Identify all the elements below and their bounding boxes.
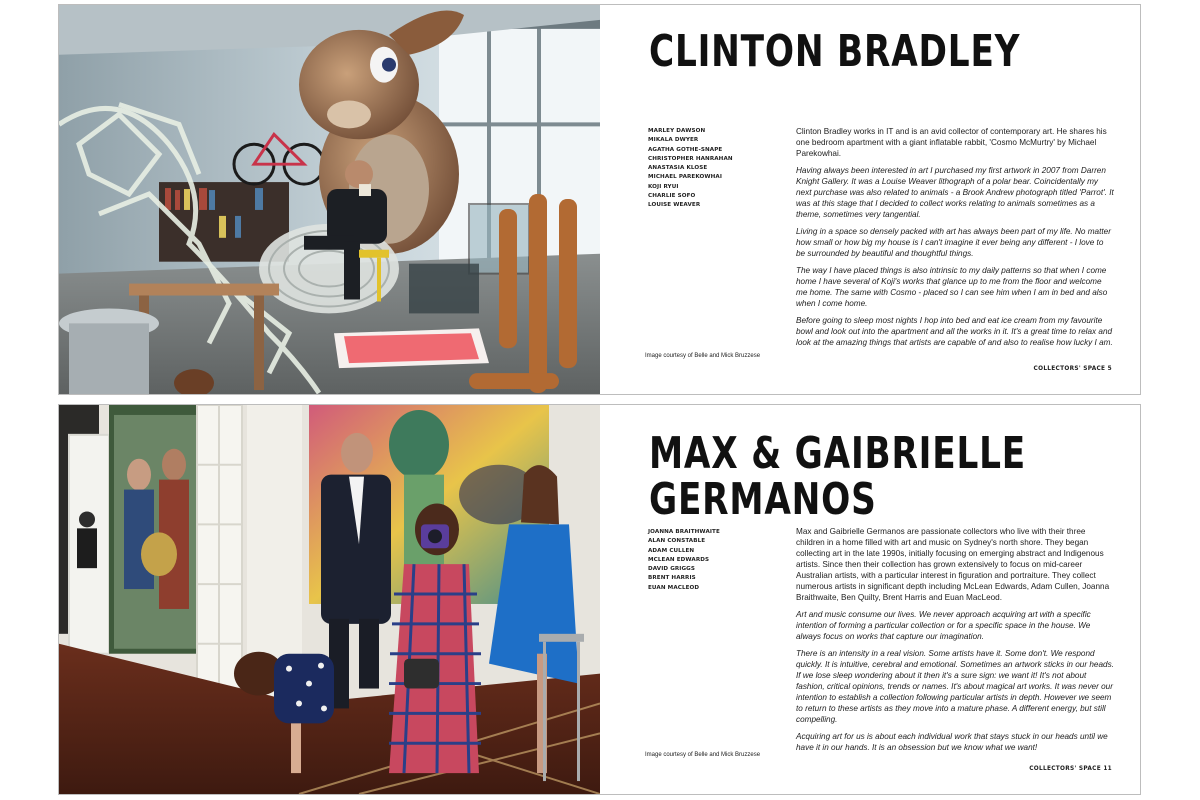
list-item: ALAN CONSTABLE	[648, 538, 706, 545]
folio-label: COLLECTORS' SPACE	[1029, 766, 1101, 772]
intro-paragraph: Clinton Bradley works in IT and is an avid collector of contemporary art. He shares his one bedroom apartment with a giant inflatable rabbit, 'Cosmo McMurtry' by Michael Parekowhai.	[796, 127, 1107, 158]
page-folio	[1034, 366, 1112, 372]
quote-paragraph: Living in a space so densely packed with art has always been part of my life. No matter how small or how big my house is I can't imagine it ever being any different - I love to be surrounded by beautiful and thoughtful things.	[796, 227, 1111, 258]
list-item: MCLEAN EDWARDS	[648, 556, 710, 563]
list-item: ANASTASIA KLOSE	[648, 165, 708, 172]
list-item: AGATHA GOTHE-SNAPE	[648, 146, 723, 153]
list-item: MARLEY DAWSON	[648, 128, 706, 134]
page-title	[649, 428, 1026, 525]
image-credit: Image courtesy of Belle and Mick Bruzzese	[645, 353, 761, 359]
intro-paragraph: Max and Gaibrielle Germanos are passionate collectors who live with their three children in a home filled with art and music on Sydney's north shore. They began collecting art in the late 1990s, initially focusing on emerging abstract and Indigenous artists. Since then their collection has grown extensively to focus on mid-career Australian artists, with a particular interest in figuration and portraiture. They collect numerous artists in significant depth including McLean Edwards, Adam Cullen, Joanna Braithwaite, Ben Quilty, Brent Harris and Euan MacLeod.	[796, 527, 1110, 602]
page-title: CLINTON BRADLEY	[649, 26, 1021, 77]
list-item: DAVID GRIGGS	[648, 566, 695, 573]
page-folio	[1029, 766, 1112, 772]
article-body	[796, 526, 1114, 759]
list-item: EUAN MACLEOD	[648, 584, 700, 591]
list-item: BRENT HARRIS	[648, 575, 696, 582]
list-item: CHARLIE SOFO	[648, 193, 696, 200]
list-item: ADAM CULLEN	[648, 547, 695, 554]
list-item: KOJI RYUI	[648, 183, 679, 190]
image-credit: Image courtesy of Belle and Mick Bruzzese	[645, 752, 761, 758]
spread-germanos	[58, 404, 1141, 795]
page-title-line-1: MAX & GAIBRIELLE	[649, 428, 1026, 479]
quote-paragraph: Before going to sleep most nights I hop into bed and eat ice cream from my favourite bowl and look out into the apartment and all the works in it. It's a great time to relax and look at the amazing things that artists are capable of and also to realise how lucky I am.	[796, 316, 1113, 347]
quote-paragraph: Art and music consume our lives. We never approach acquiring art with a specific intention of forming a particular collection or for a specific space in the house. We always focus on works that capture our imagination.	[796, 610, 1091, 641]
list-item: CHRISTOPHER HANRAHAN	[648, 155, 733, 162]
page-title-line-2: GERMANOS	[649, 474, 877, 525]
quote-paragraph: Acquiring art for us is about each individual work that stays stuck in our heads until we have it in our hands. It is an obsession but we know what we want!	[796, 732, 1108, 752]
list-item: LOUISE WEAVER	[648, 202, 701, 209]
artist-list	[648, 127, 733, 211]
article-body	[796, 126, 1114, 354]
quote-paragraph: Having always been interested in art I purchased my first artwork in 2007 from Darren Knight Gallery. It was a Louise Weaver lithograph of a polar bear. Coincidentally my next purchase was also related to animals - a Brook Andrew photograph titled 'Parrot'. It was at this stage that I decided to collect works relating to animals sometimes as a theme, sometimes very tangential.	[796, 166, 1114, 219]
folio-label: COLLECTORS' SPACE	[1033, 366, 1106, 372]
quote-paragraph: There is an intensity in a real vision. Some artists have it. Some don't. We respond quickly. It is intuitive, cerebral and emotional. Sometimes an artwork sticks in our heads. If we lose sleep wondering about it then it's a sure sign: we want it! It's not about fashion, critical opinions, trends or names. It's about magical art works. It was never our intention to establish a collection following particular artists in depth. However we seem to return to these artists as they move into a mature phase. A different energy, but still compelling.	[796, 649, 1114, 724]
list-item: MICHAEL PAREKOWHAI	[648, 174, 723, 181]
list-item: JOANNA BRAITHWAITE	[648, 529, 720, 535]
page-number: 11	[1103, 766, 1112, 772]
artist-list	[648, 528, 720, 593]
list-item: MIKALA DWYER	[648, 137, 699, 144]
photo-clinton-bradley-apartment	[59, 5, 600, 394]
photo-germanos-family	[59, 405, 600, 794]
quote-paragraph: The way I have placed things is also intrinsic to my daily patterns so that when I come home I have several of Koji's works that glance up to me from the floor and welcome me home. The same with Cosmo - placed so I can see him when I am in bed and also when I come home.	[796, 266, 1108, 308]
page-number: 5	[1107, 366, 1112, 372]
spread-clinton-bradley	[58, 4, 1141, 395]
